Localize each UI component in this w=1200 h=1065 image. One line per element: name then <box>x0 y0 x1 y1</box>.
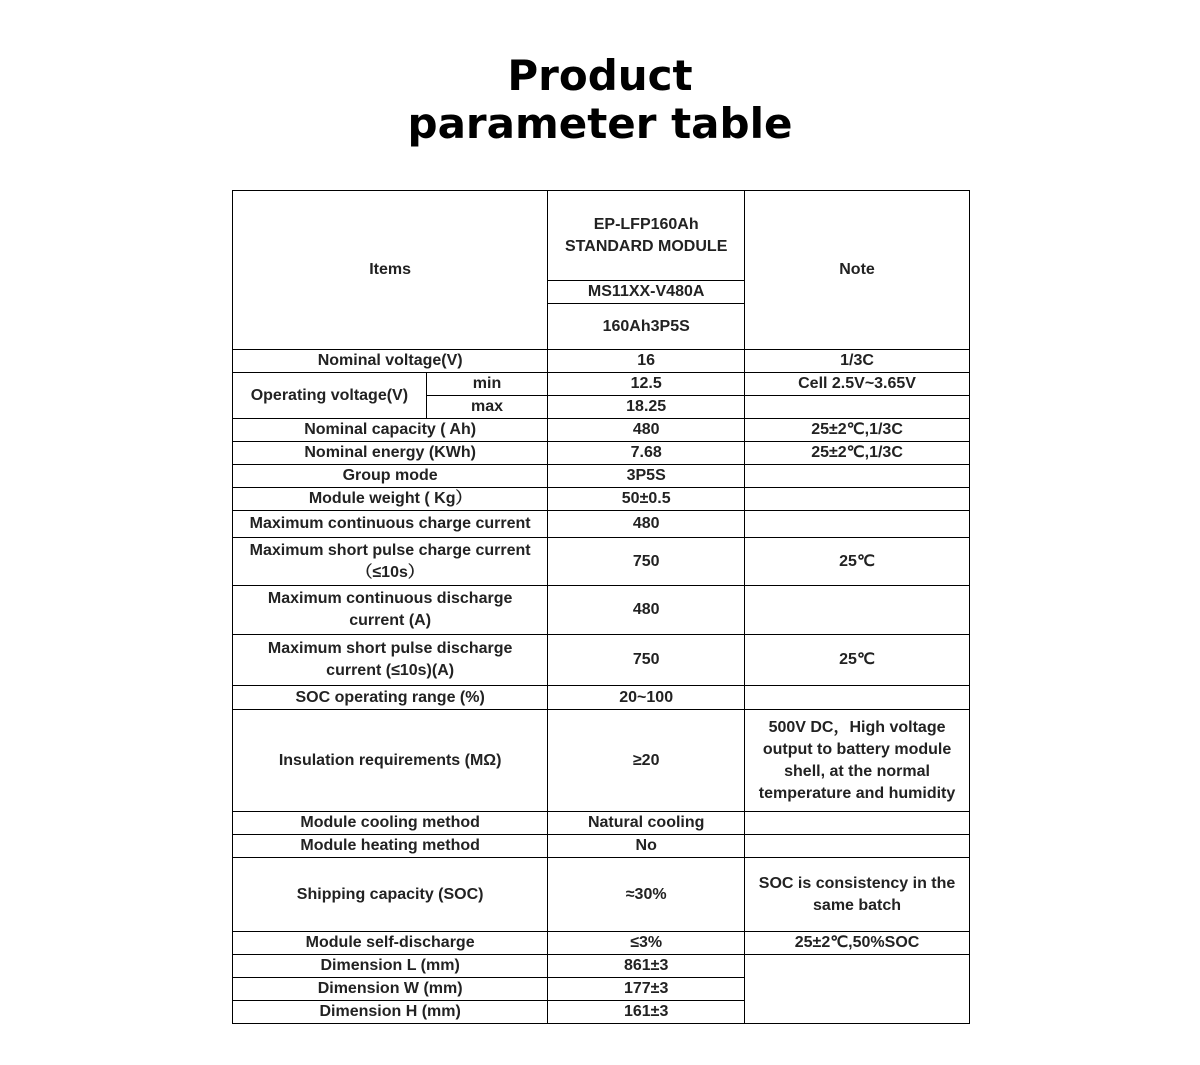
cell-value: 861±3 <box>548 955 745 978</box>
cell-note <box>745 686 970 710</box>
header-model: MS11XX-V480A <box>548 281 745 304</box>
cell-note: 1/3C <box>745 350 970 373</box>
page-title <box>0 52 1200 148</box>
cell-value: 50±0.5 <box>548 488 745 511</box>
table-row <box>233 511 970 538</box>
header-items: Items <box>233 191 548 350</box>
cell-item: Module cooling method <box>233 812 548 835</box>
table-row <box>233 858 970 932</box>
cell-note <box>745 835 970 858</box>
table-row <box>233 835 970 858</box>
cell-item: Nominal capacity ( Ah) <box>233 419 548 442</box>
cell-value: 480 <box>548 511 745 538</box>
cell-item: Module heating method <box>233 835 548 858</box>
cell-note <box>745 396 970 419</box>
cell-sub: min <box>426 373 548 396</box>
cell-value: 3P5S <box>548 465 745 488</box>
cell-item: Dimension W (mm) <box>233 978 548 1001</box>
table-row <box>233 419 970 442</box>
cell-item: Insulation requirements (MΩ) <box>233 710 548 812</box>
parameter-table <box>232 190 970 1024</box>
cell-item: SOC operating range (%) <box>233 686 548 710</box>
table-row <box>233 955 970 978</box>
cell-note <box>745 586 970 635</box>
table-row <box>233 442 970 465</box>
cell-value: 480 <box>548 419 745 442</box>
cell-value: Natural cooling <box>548 812 745 835</box>
cell-value: ≥20 <box>548 710 745 812</box>
cell-item: Maximum short pulse discharge current (≤10s)(A) <box>233 635 548 686</box>
table-row <box>233 465 970 488</box>
cell-value: 480 <box>548 586 745 635</box>
cell-item: Maximum short pulse charge current （≤10s） <box>233 538 548 586</box>
cell-note: 500V DC，High voltage output to battery module shell, at the normal temperature and humidity <box>745 710 970 812</box>
table-row <box>233 538 970 586</box>
cell-item: Dimension L (mm) <box>233 955 548 978</box>
header-spec: 160Ah3P5S <box>548 304 745 350</box>
cell-value: 161±3 <box>548 1001 745 1024</box>
cell-item: Module self-discharge <box>233 932 548 955</box>
title-line-2: parameter table <box>407 99 793 148</box>
cell-sub: max <box>426 396 548 419</box>
header-module: EP-LFP160Ah STANDARD MODULE <box>548 191 745 281</box>
header-note: Note <box>745 191 970 350</box>
cell-item: Maximum continuous discharge current (A) <box>233 586 548 635</box>
cell-item: Module weight ( Kg） <box>233 488 548 511</box>
cell-note: Cell 2.5V~3.65V <box>745 373 970 396</box>
cell-item: Nominal voltage(V) <box>233 350 548 373</box>
cell-value: ≤3% <box>548 932 745 955</box>
cell-note: 25℃ <box>745 538 970 586</box>
cell-value: ≈30% <box>548 858 745 932</box>
cell-value: No <box>548 835 745 858</box>
table-row <box>233 686 970 710</box>
cell-value: 20~100 <box>548 686 745 710</box>
table-header-row <box>233 191 970 281</box>
cell-note <box>745 488 970 511</box>
cell-value: 7.68 <box>548 442 745 465</box>
cell-note: 25±2℃,1/3C <box>745 442 970 465</box>
table-row <box>233 350 970 373</box>
cell-note: SOC is consistency in the same batch <box>745 858 970 932</box>
cell-note <box>745 812 970 835</box>
cell-note <box>745 955 970 1024</box>
cell-value: 12.5 <box>548 373 745 396</box>
cell-value: 16 <box>548 350 745 373</box>
table-row <box>233 932 970 955</box>
cell-note <box>745 465 970 488</box>
cell-value: 750 <box>548 538 745 586</box>
cell-item: Shipping capacity (SOC) <box>233 858 548 932</box>
cell-item: Nominal energy (KWh) <box>233 442 548 465</box>
cell-item: Operating voltage(V) <box>233 373 427 419</box>
title-line-1: Product <box>507 51 693 100</box>
cell-item: Dimension H (mm) <box>233 1001 548 1024</box>
cell-value: 750 <box>548 635 745 686</box>
cell-value: 18.25 <box>548 396 745 419</box>
cell-value: 177±3 <box>548 978 745 1001</box>
cell-note: 25±2℃,1/3C <box>745 419 970 442</box>
table-row <box>233 373 970 396</box>
table-row <box>233 488 970 511</box>
cell-item: Maximum continuous charge current <box>233 511 548 538</box>
table-row <box>233 635 970 686</box>
cell-note: 25℃ <box>745 635 970 686</box>
cell-note: 25±2℃,50%SOC <box>745 932 970 955</box>
cell-item: Group mode <box>233 465 548 488</box>
table-row <box>233 586 970 635</box>
table-row <box>233 710 970 812</box>
cell-note <box>745 511 970 538</box>
table-row <box>233 812 970 835</box>
